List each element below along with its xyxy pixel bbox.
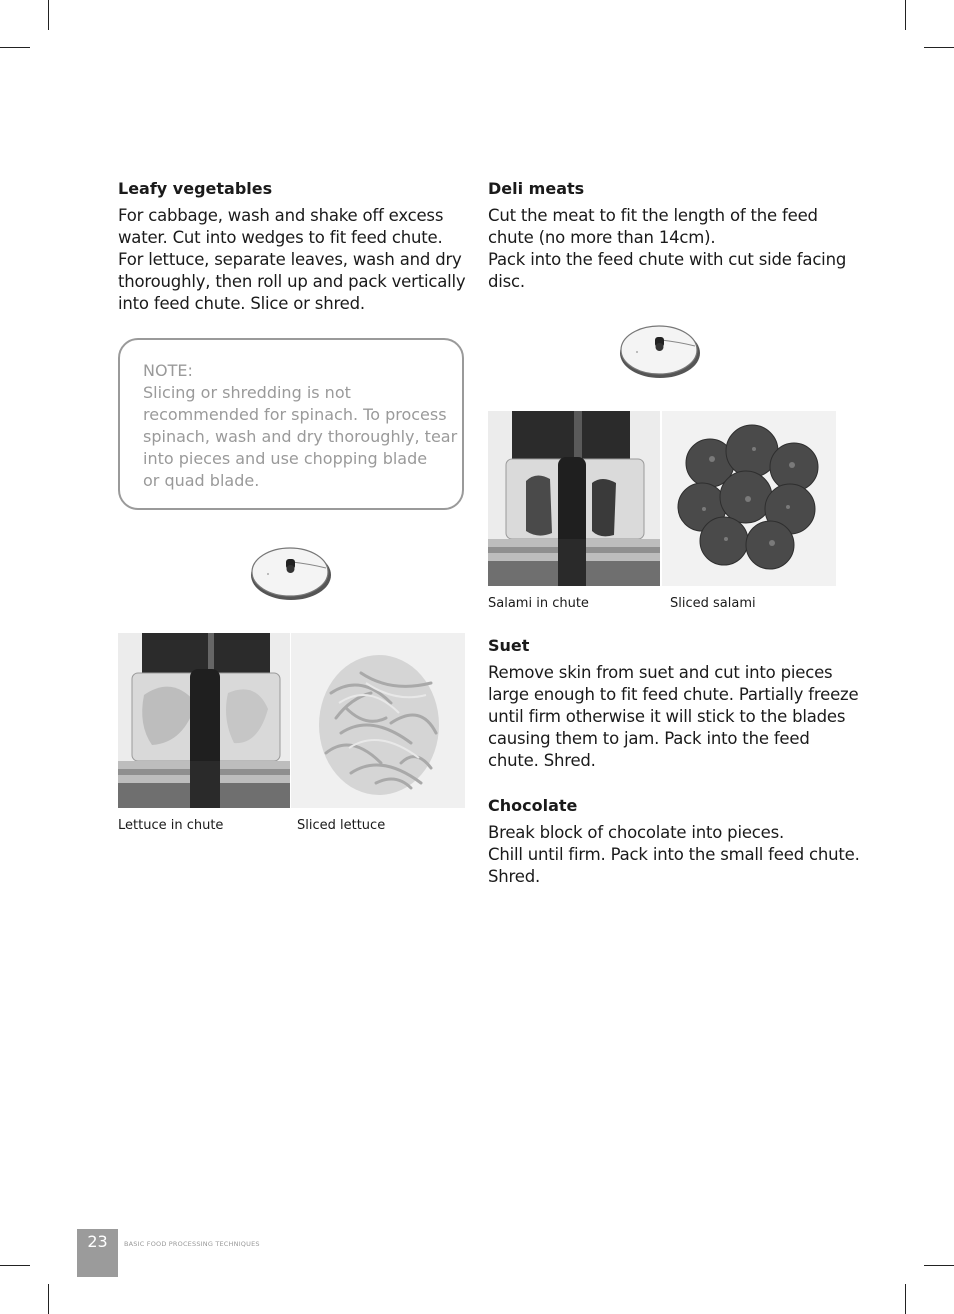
salami-in-chute-photo bbox=[488, 411, 660, 586]
leafy-line: For cabbage, wash and shake off excess bbox=[118, 206, 444, 225]
leafy-line: thoroughly, then roll up and pack vertically bbox=[118, 272, 466, 291]
chocolate-line: Break block of chocolate into pieces. bbox=[488, 823, 785, 842]
deli-body bbox=[488, 205, 848, 293]
slicing-disc-image bbox=[617, 320, 703, 380]
chocolate-line: Shred. bbox=[488, 867, 541, 886]
sliced-lettuce-caption: Sliced lettuce bbox=[297, 818, 386, 833]
crop-mark bbox=[905, 1284, 906, 1314]
deli-line: disc. bbox=[488, 272, 525, 291]
suet-line: Remove skin from suet and cut into pieces bbox=[488, 663, 833, 682]
spinach-note-box bbox=[118, 338, 464, 510]
salami-in-chute-caption: Salami in chute bbox=[488, 596, 589, 611]
crop-mark bbox=[48, 0, 49, 30]
note-line: or quad blade. bbox=[143, 471, 260, 490]
lettuce-in-chute-caption: Lettuce in chute bbox=[118, 818, 224, 833]
suet-line: until firm otherwise it will stick to the blades bbox=[488, 707, 846, 726]
suet-line: causing them to jam. Pack into the feed bbox=[488, 729, 810, 748]
sliced-salami-photo bbox=[662, 411, 836, 586]
deli-line: Pack into the feed chute with cut side facing bbox=[488, 250, 847, 269]
suet-section bbox=[488, 636, 859, 772]
sliced-lettuce-photo bbox=[291, 633, 465, 808]
leafy-line: water. Cut into wedges to fit feed chute. bbox=[118, 228, 443, 247]
slicing-disc-image bbox=[248, 542, 334, 602]
crop-mark bbox=[905, 0, 906, 30]
note-line: spinach, wash and dry thoroughly, tear bbox=[143, 427, 458, 446]
chocolate-section bbox=[488, 796, 860, 888]
suet-line: large enough to fit feed chute. Partially freeze bbox=[488, 685, 859, 704]
crop-mark bbox=[924, 1265, 954, 1266]
chocolate-line: Chill until firm. Pack into the small feed chute. bbox=[488, 845, 860, 864]
note-line: into pieces and use chopping blade bbox=[143, 449, 428, 468]
crop-mark bbox=[0, 47, 30, 48]
deli-section bbox=[488, 179, 848, 293]
deli-line: chute (no more than 14cm). bbox=[488, 228, 716, 247]
lettuce-in-chute-photo bbox=[118, 633, 290, 808]
suet-heading: Suet bbox=[488, 636, 530, 655]
leafy-section bbox=[118, 179, 468, 315]
deli-heading: Deli meats bbox=[488, 179, 585, 198]
leafy-body bbox=[118, 205, 468, 315]
crop-mark bbox=[0, 1265, 30, 1266]
note-line: NOTE: bbox=[143, 361, 193, 380]
page-number: 23 bbox=[77, 1229, 118, 1277]
deli-line: Cut the meat to fit the length of the feed bbox=[488, 206, 818, 225]
sliced-salami-caption: Sliced salami bbox=[670, 596, 756, 611]
crop-mark bbox=[48, 1284, 49, 1314]
crop-mark bbox=[924, 47, 954, 48]
section-label: BASIC FOOD PROCESSING TECHNIQUES bbox=[124, 1240, 260, 1248]
leafy-line: into feed chute. Slice or shred. bbox=[118, 294, 365, 313]
note-line: Slicing or shredding is not bbox=[143, 383, 351, 402]
chocolate-heading: Chocolate bbox=[488, 796, 578, 815]
leafy-heading: Leafy vegetables bbox=[118, 179, 273, 198]
suet-line: chute. Shred. bbox=[488, 751, 596, 770]
suet-body bbox=[488, 662, 859, 772]
note-line: recommended for spinach. To process bbox=[143, 405, 447, 424]
leafy-line: For lettuce, separate leaves, wash and dry bbox=[118, 250, 462, 269]
chocolate-body bbox=[488, 822, 860, 888]
